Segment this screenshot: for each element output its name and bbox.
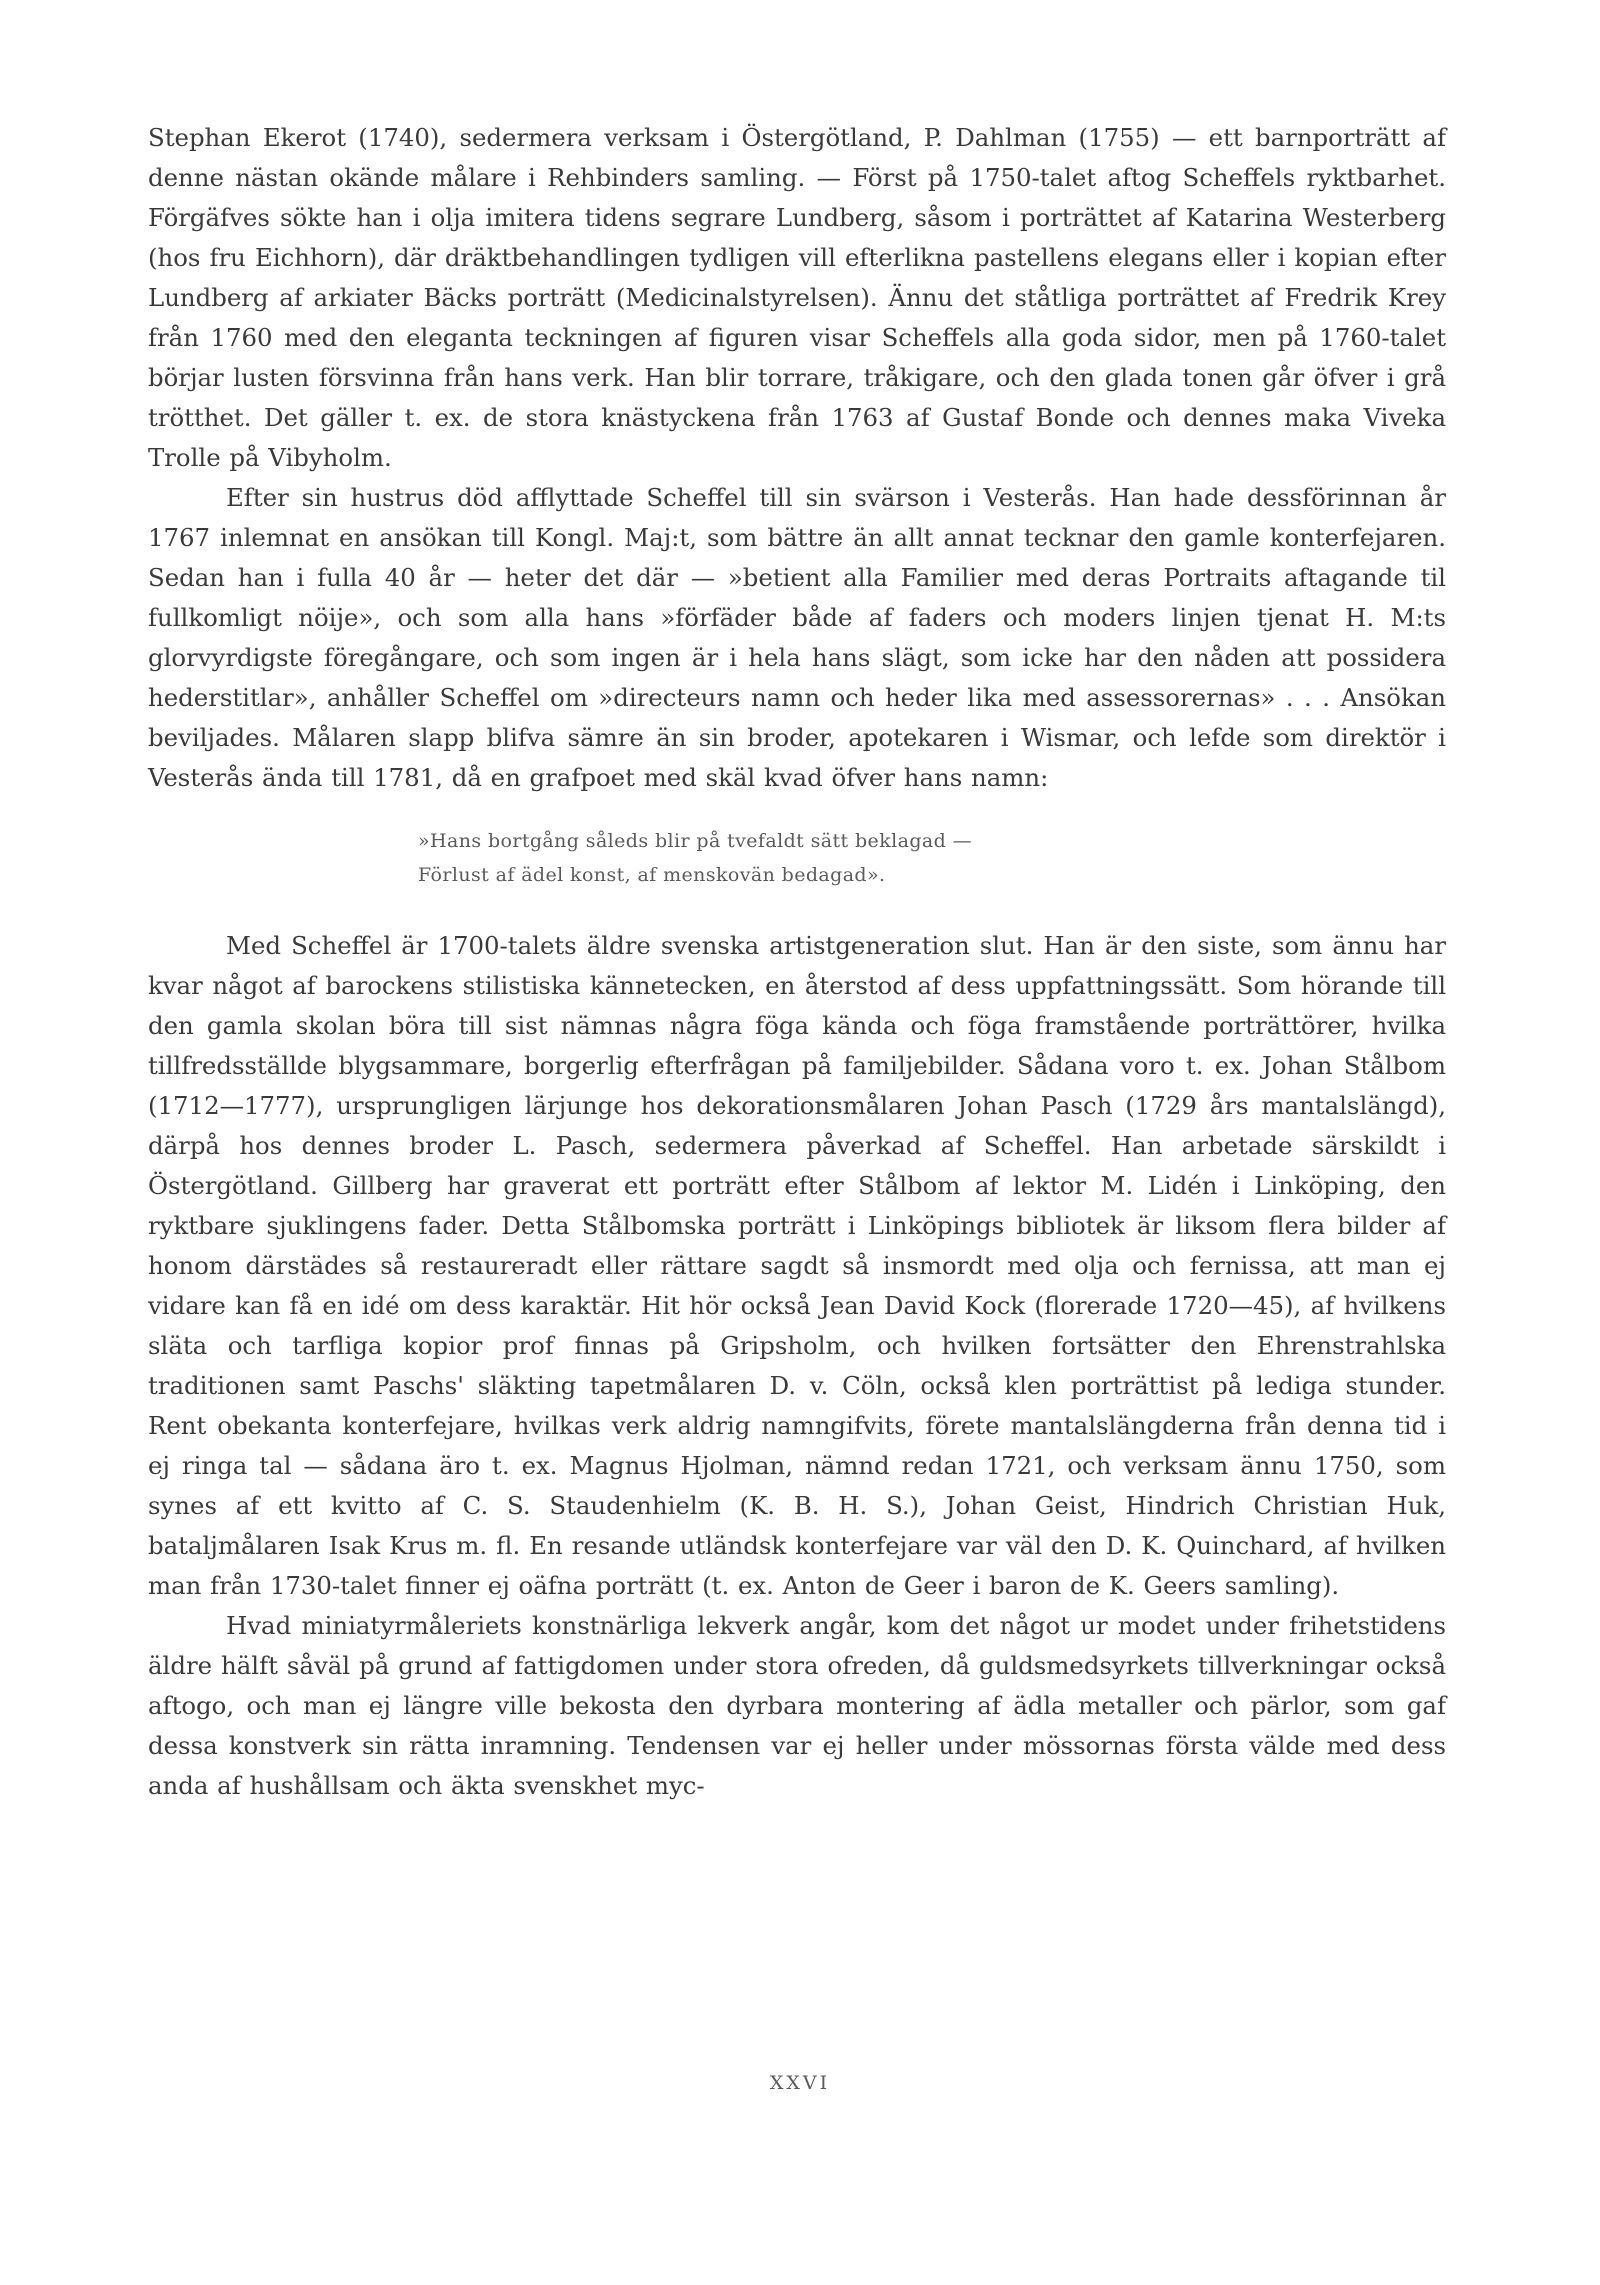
paragraph-4: Hvad miniatyrmåleriets konstnärliga lekverk angår, kom det något ur modet under frihetstidens äldre hälft såväl på grund af fattigdomen under stora ofreden, då guldsmedsyrkets tillverkningar också aftogo, och man ej längre ville bekosta den dyrbara montering af ädla metaller och pärlor, som gaf dessa konstverk sin rätta inramning. Tendensen var ej heller under mössornas första välde med dess anda af hushållsam och äkta svenskhet myc- xyxy=(148,1611,1446,1800)
verse-quote xyxy=(148,824,1446,892)
verse-line-2: Förlust af ädel konst, af menskovän bedagad». xyxy=(418,864,886,886)
verse-line-1: »Hans bortgång såleds blir på tvefaldt sätt beklagad — xyxy=(418,830,973,852)
paragraph-2: Efter sin hustrus död afflyttade Scheffel till sin svärson i Vesterås. Han hade dessförinnan år 1767 inlemnat en ansökan till Kongl. Maj:t, som bättre än allt annat tecknar den gamle konterfejaren. Sedan han i fulla 40 år — heter det där — »betient alla Familier med deras Portraits aftagande til fullkomligt nöije», och som alla hans »förfäder både af faders och moders linjen tjenat H. M:ts glorvyrdigste föregångare, och som ingen är i hela hans slägt, som icke har den nåden att possidera hederstitlar», anhåller Scheffel om »directeurs namn och heder lika med assessorernas» . . . Ansökan beviljades. Målaren slapp blifva sämre än sin broder, apotekaren i Wismar, och lefde som direktör i Vesterås ända till 1781, då en grafpoet med skäl kvad öfver hans namn: xyxy=(148,483,1446,792)
paragraph-3: Med Scheffel är 1700-talets äldre svenska artistgeneration slut. Han är den siste, som ännu har kvar något af barockens stilistiska kännetecken, en återstod af dess uppfattningssätt. Som hörande till den gamla skolan böra till sist nämnas några föga kända och föga framstående porträttörer, hvilka tillfredsställde blygsammare, borgerlig efterfrågan på familjebilder. Sådana voro t. ex. Johan Stålbom (1712—1777), ursprungligen lärjunge hos dekorationsmålaren Johan Pasch (1729 års mantalslängd), därpå hos dennes broder L. Pasch, sedermera påverkad af Scheffel. Han arbetade särskildt i Östergötland. Gillberg har graverat ett porträtt efter Stålbom af lektor M. Lidén i Linköping, den ryktbare sjuklingens fader. Detta Stålbomska porträtt i Linköpings bibliotek är liksom flera bilder af honom därstädes så restaureradt eller rättare sagdt så insmordt med olja och fernissa, att man ej vidare kan få en idé om dess karaktär. Hit hör också Jean David Kock (florerade 1720—45), af hvilkens släta och tarfliga kopior prof finnas på Gripsholm, och hvilken fortsätter den Ehrenstrahlska traditionen samt Paschs' släkting tapetmålaren D. v. Cöln, också klen porträttist på lediga stunder. Rent obekanta konterfejare, hvilkas verk aldrig namngifvits, förete mantalslängderna från denna tid i ej ringa tal — sådana äro t. ex. Magnus Hjolman, nämnd redan 1721, och verksam ännu 1750, som synes af ett kvitto af C. S. Staudenhielm (K. B. H. S.), Johan Geist, Hindrich Christian Huk, bataljmålaren Isak Krus m. fl. En resande utländsk konterfejare var väl den D. K. Quinchard, af hvilken man från 1730-talet finner ej oäfna porträtt (t. ex. Anton de Geer i baron de K. Geers samling). xyxy=(148,931,1446,1600)
page-number: XXVI xyxy=(769,2072,831,2094)
document-page xyxy=(148,118,1446,1806)
paragraph-1: Stephan Ekerot (1740), sedermera verksam i Östergötland, P. Dahlman (1755) — ett barnporträtt af denne nästan okände målare i Rehbinders samling. — Först på 1750-talet aftog Scheffels ryktbarhet. Förgäfves sökte han i olja imitera tidens segrare Lundberg, såsom i porträttet af Katarina Westerberg (hos fru Eichhorn), där dräktbehandlingen tydligen vill efterlikna pastellens elegans eller i kopian efter Lundberg af arkiater Bäcks porträtt (Medicinalstyrelsen). Ännu det ståtliga porträttet af Fredrik Krey från 1760 med den eleganta teckningen af figuren visar Scheffels alla goda sidor, men på 1760-talet börjar lusten försvinna från hans verk. Han blir torrare, tråkigare, och den glada tonen går öfver i grå trötthet. Det gäller t. ex. de stora knästyckena från 1763 af Gustaf Bonde och dennes maka Viveka Trolle på Vibyholm. xyxy=(148,123,1446,472)
